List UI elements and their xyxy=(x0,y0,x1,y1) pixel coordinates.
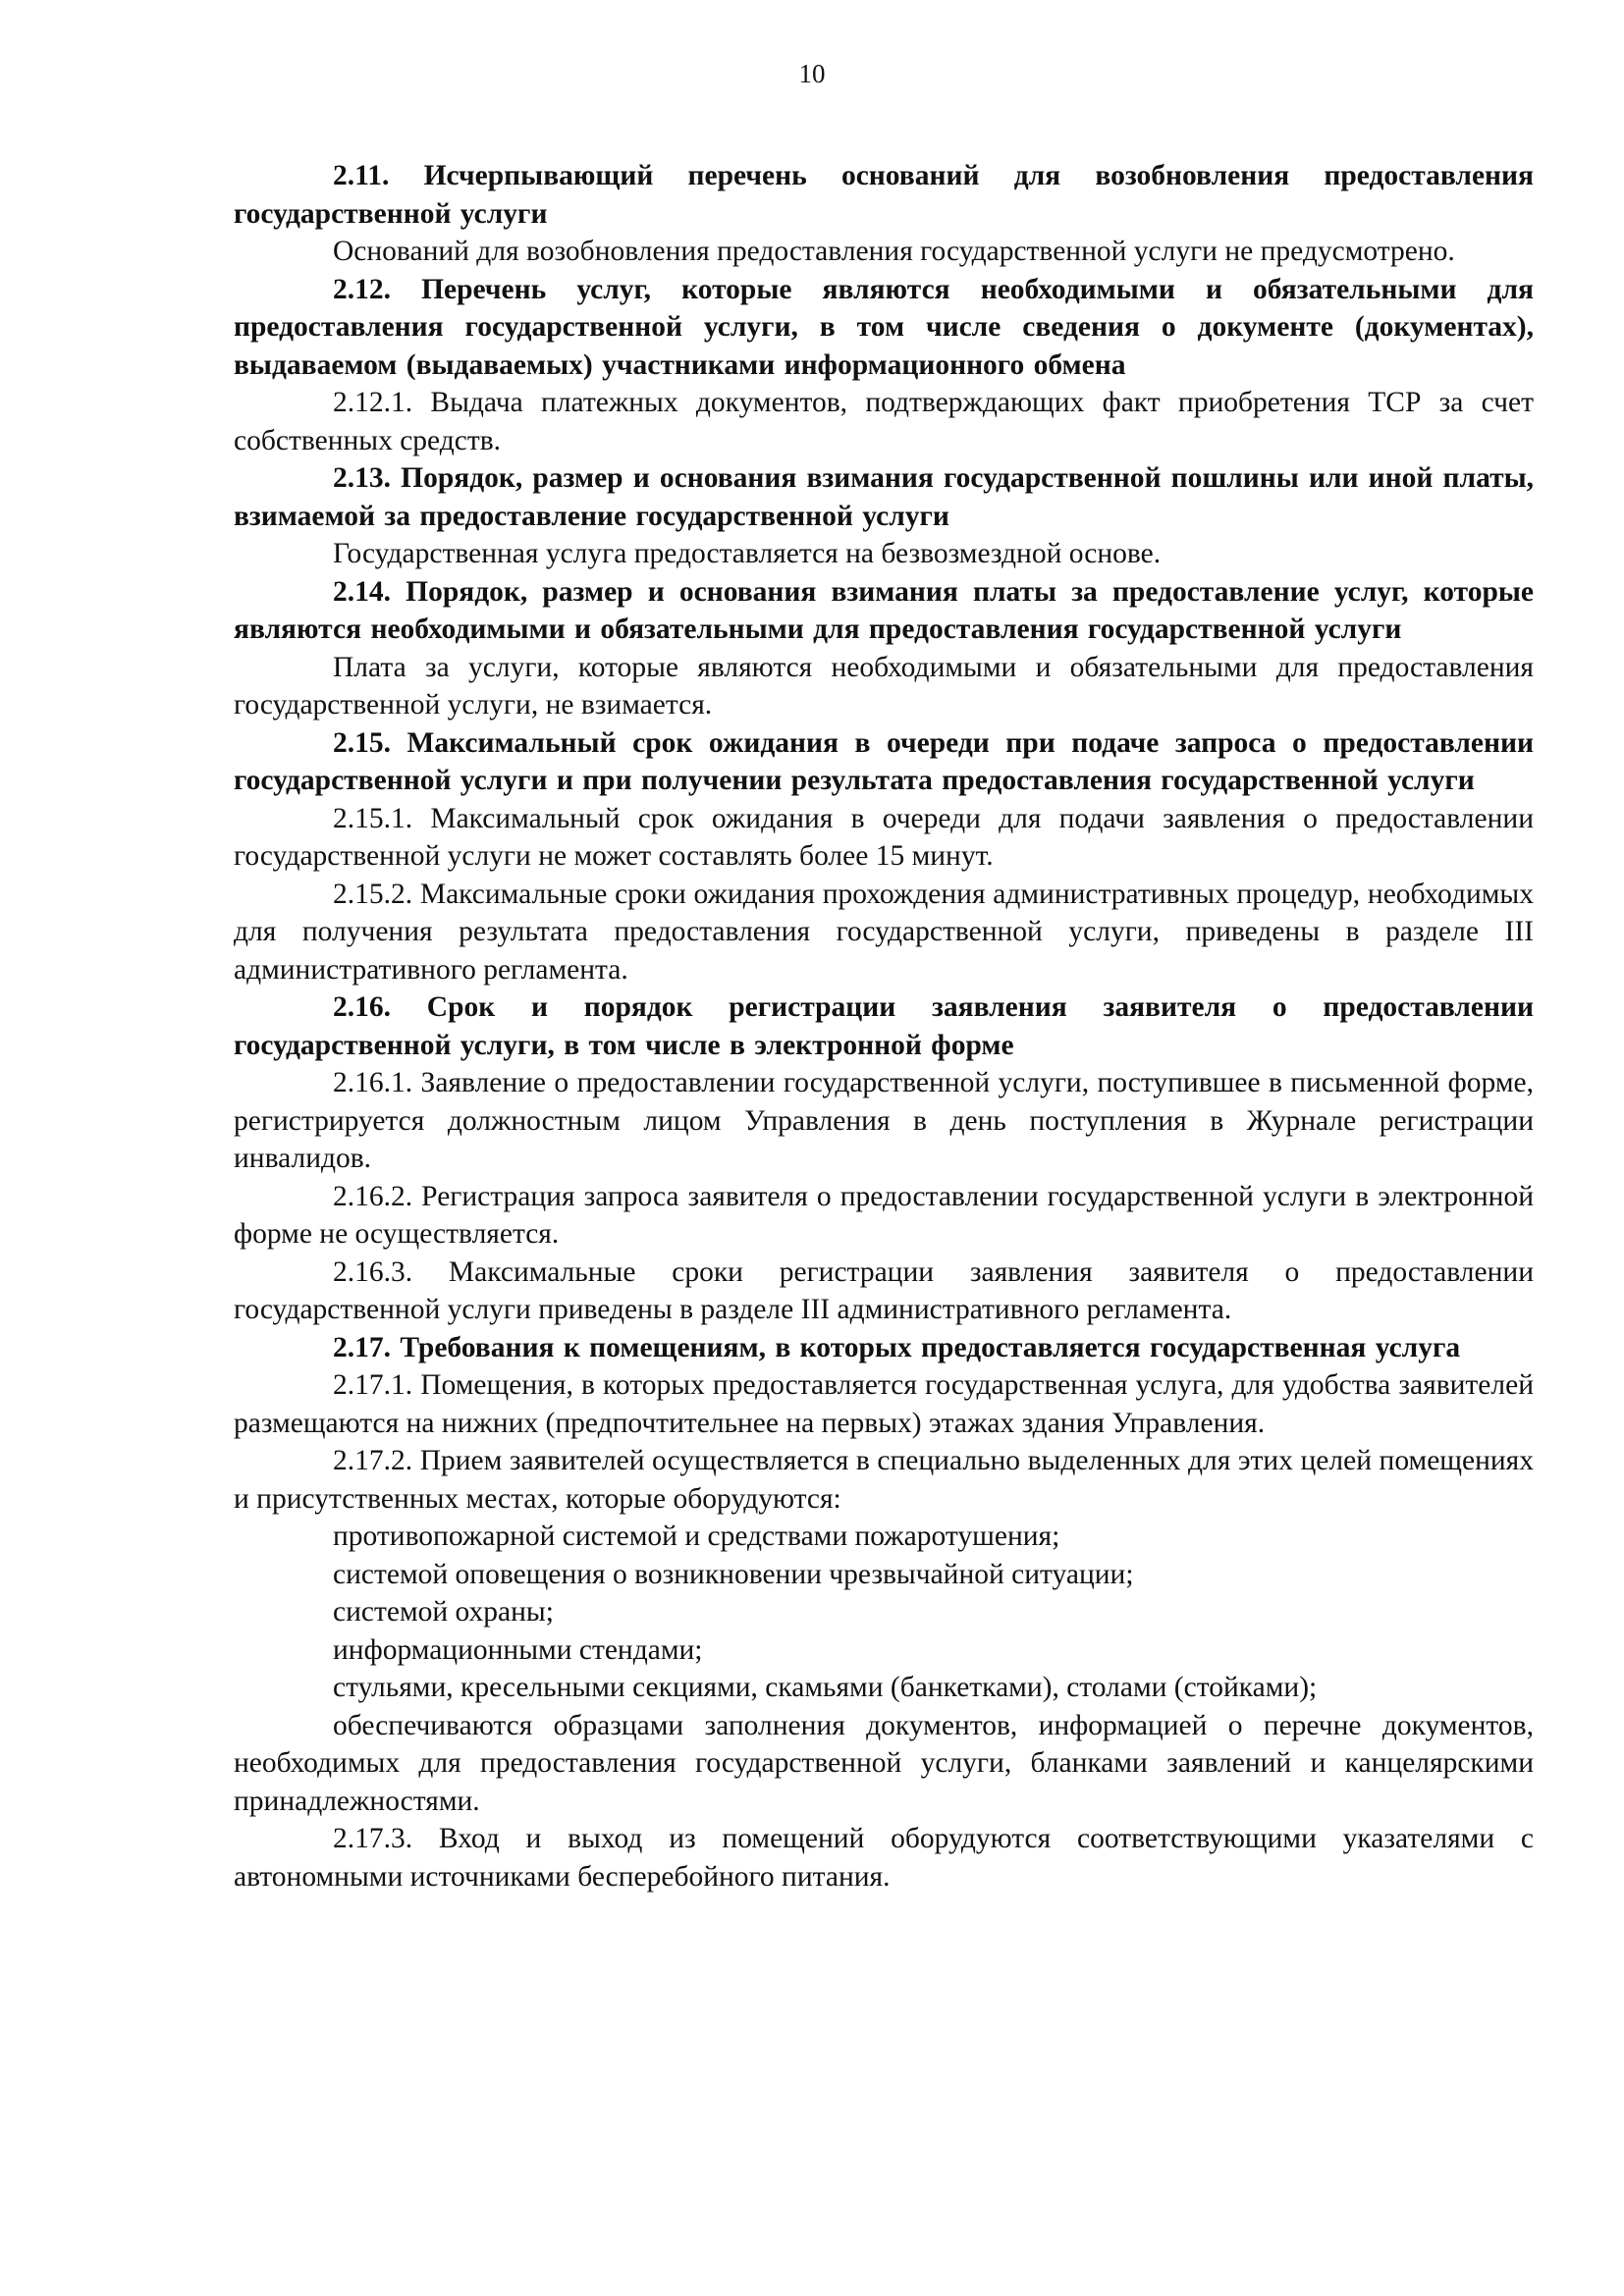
section-heading-2-17: 2.17. Требования к помещениям, в которых предоставляется государственная услуга xyxy=(333,1331,1461,1363)
paragraph: Оснований для возобновления предоставления государственной услуги не предусмотрено. xyxy=(333,236,1455,267)
section-heading-2-16: 2.16. Срок и порядок регистрации заявления заявителя о предоставлении государственной услуги, в том числе в электронной форме xyxy=(234,991,1534,1061)
section-heading-2-13: 2.13. Порядок, размер и основания взимания государственной пошлины или иной платы, взимаемой за предоставление государственной услуги xyxy=(234,462,1534,532)
paragraph: Государственная услуга предоставляется на безвозмездной основе. xyxy=(333,538,1162,569)
paragraph-2-16-2: 2.16.2. Регистрация запроса заявителя о предоставлении государственной услуги в электронной форме не осуществляется. xyxy=(234,1180,1534,1250)
paragraph: обеспечиваются образцами заполнения документов, информацией о перечне документов, необходимых для предоставления государственной услуги, бланками заявлений и канцелярскими принадлежностями. xyxy=(234,1709,1534,1817)
list-item: системой оповещения о возникновении чрезвычайной ситуации; xyxy=(333,1558,1134,1590)
paragraph-2-16-3: 2.16.3. Максимальные сроки регистрации заявления заявителя о предоставлении государственной услуги приведены в разделе III административного регламента. xyxy=(234,1255,1534,1325)
paragraph-2-12-1: 2.12.1. Выдача платежных документов, подтверждающих факт приобретения ТСР за счет собственных средств. xyxy=(234,387,1534,456)
paragraph-2-15-1: 2.15.1. Максимальный срок ожидания в очереди для подачи заявления о предоставлении государственной услуги не может составлять более 15 минут. xyxy=(234,802,1534,872)
paragraph-2-17-3: 2.17.3. Вход и выход из помещений оборудуются соответствующими указателями с автономными источниками бесперебойного питания. xyxy=(234,1823,1534,1893)
list-item: стульями, кресельными секциями, скамьями (банкетками), столами (стойками); xyxy=(333,1672,1318,1703)
section-heading-2-14: 2.14. Порядок, размер и основания взимания платы за предоставление услуг, которые являются необходимыми и обязательными для предоставления государственной услуги xyxy=(234,575,1534,645)
paragraph-2-15-2: 2.15.2. Максимальные сроки ожидания прохождения административных процедур, необходимых для получения результата предоставления государственной услуги, приведены в разделе III административного регламента. xyxy=(234,878,1534,986)
section-heading-2-11: 2.11. Исчерпывающий перечень оснований для возобновления предоставления государственной услуги xyxy=(234,160,1534,230)
section-heading-2-12: 2.12. Перечень услуг, которые являются необходимыми и обязательными для предоставления государственной услуги, в том числе сведения о документе (документах), выдаваемом (выдаваемых) участниками информационного обмена xyxy=(234,273,1534,381)
paragraph-2-16-1: 2.16.1. Заявление о предоставлении государственной услуги, поступившее в письменной форме, регистрируется должностным лицом Управления в день поступления в Журнале регистрации инвалидов. xyxy=(234,1067,1534,1174)
section-heading-2-15: 2.15. Максимальный срок ожидания в очереди при подаче запроса о предоставлении государственной услуги и при получении результата предоставления государственной услуги xyxy=(234,726,1534,796)
paragraph-2-17-1: 2.17.1. Помещения, в которых предоставляется государственная услуга, для удобства заявителей размещаются на нижних (предпочтительнее на первых) этажах здания Управления. xyxy=(234,1369,1534,1439)
list-item: противопожарной системой и средствами пожаротушения; xyxy=(333,1521,1060,1552)
paragraph: Плата за услуги, которые являются необходимыми и обязательными для предоставления государственной услуги, не взимается. xyxy=(234,651,1534,721)
page-number: 10 xyxy=(798,59,826,88)
paragraph-2-17-2: 2.17.2. Прием заявителей осуществляется в специально выделенных для этих целей помещениях и присутственных местах, которые оборудуются: xyxy=(234,1445,1534,1515)
list-item: информационными стендами; xyxy=(333,1633,703,1666)
list-item: системой охраны; xyxy=(333,1596,554,1628)
